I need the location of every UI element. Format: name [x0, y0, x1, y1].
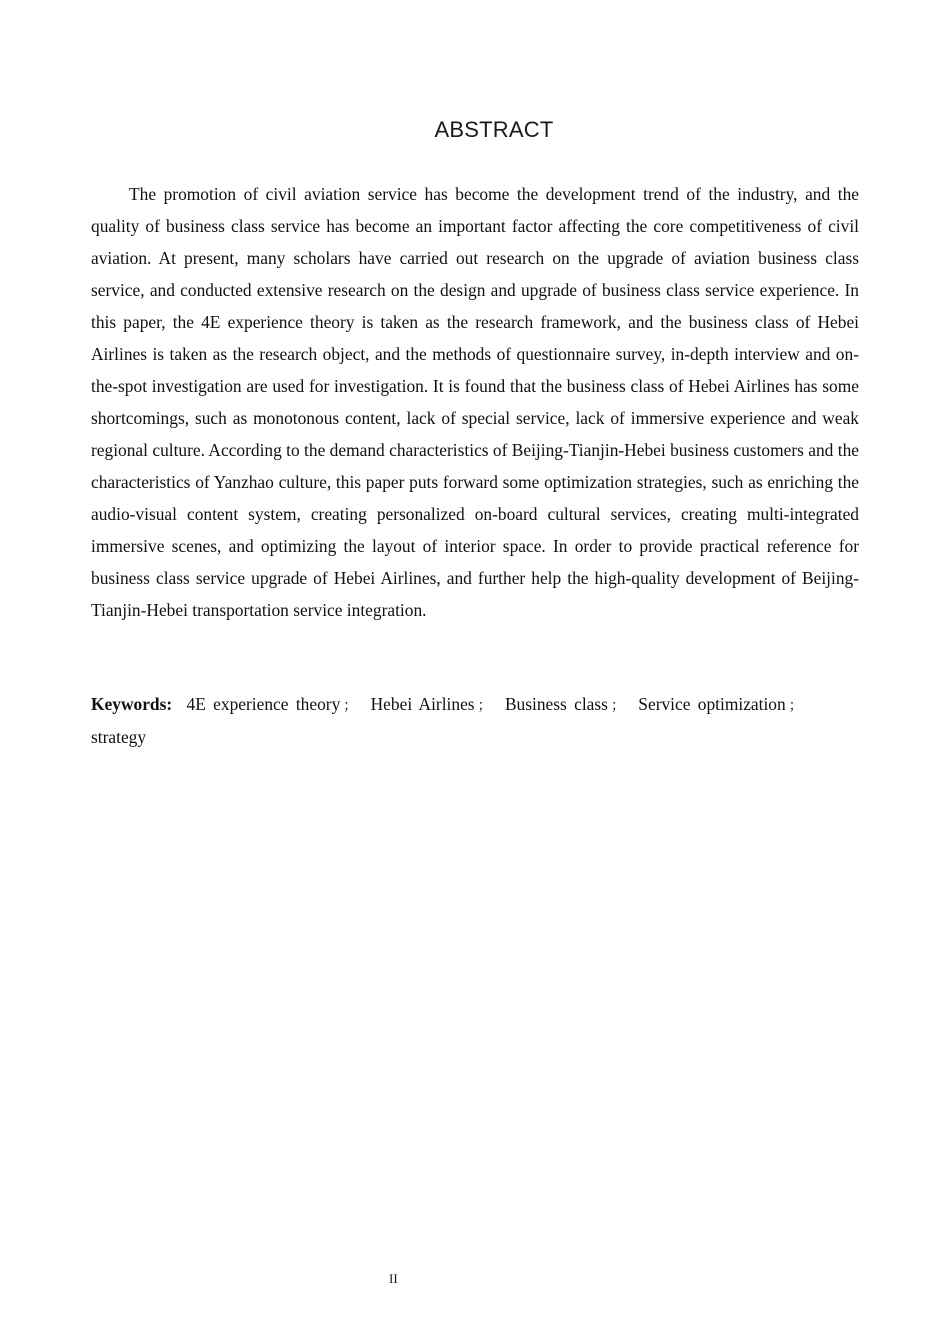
- page-number: II: [389, 1271, 398, 1286]
- abstract-body: The promotion of civil aviation service has become the development trend of the industry, and the quality of business class service has become an important factor affecting the core competitiveness of civil aviation. At present, many scholars have carried out research on the upgrade of aviation business class service, and conducted extensive research on the design and upgrade of business class service experience. In this paper, the 4E experience theory is taken as the research framework, and the business class of Hebei Airlines is taken as the research object, and the methods of questionnaire survey, in-depth interview and on-the-spot investigation are used for investigation. It is found that the business class of Hebei Airlines has some shortcomings, such as monotonous content, lack of special service, lack of immersive experience and weak regional culture. According to the demand characteristics of Beijing-Tianjin-Hebei business customers and the characteristics of Yanzhao culture, this paper puts forward some optimization strategies, such as enriching the audio-visual content system, creating personalized on-board cultural services, creating multi-integrated immersive scenes, and optimizing the layout of interior space. In order to provide practical reference for business class service upgrade of Hebei Airlines, and further help the high-quality development of Beijing-Tianjin-Hebei transportation service integration.: [91, 184, 859, 620]
- keyword-item: 4E experience theory: [186, 694, 341, 714]
- keyword-separator: ；: [610, 699, 625, 714]
- keyword-separator: ；: [477, 699, 492, 714]
- keyword-item: Business class: [504, 694, 608, 714]
- keyword-separator: ；: [343, 699, 358, 714]
- keyword-item: strategy: [91, 727, 147, 747]
- keyword-separator: ；: [788, 699, 803, 714]
- keywords-label: Keywords:: [91, 694, 173, 714]
- keywords-line: [91, 689, 859, 753]
- abstract-title: ABSTRACT: [434, 117, 554, 142]
- keyword-item: Service optimization: [638, 694, 786, 714]
- keyword-item: Hebei Airlines: [370, 694, 475, 714]
